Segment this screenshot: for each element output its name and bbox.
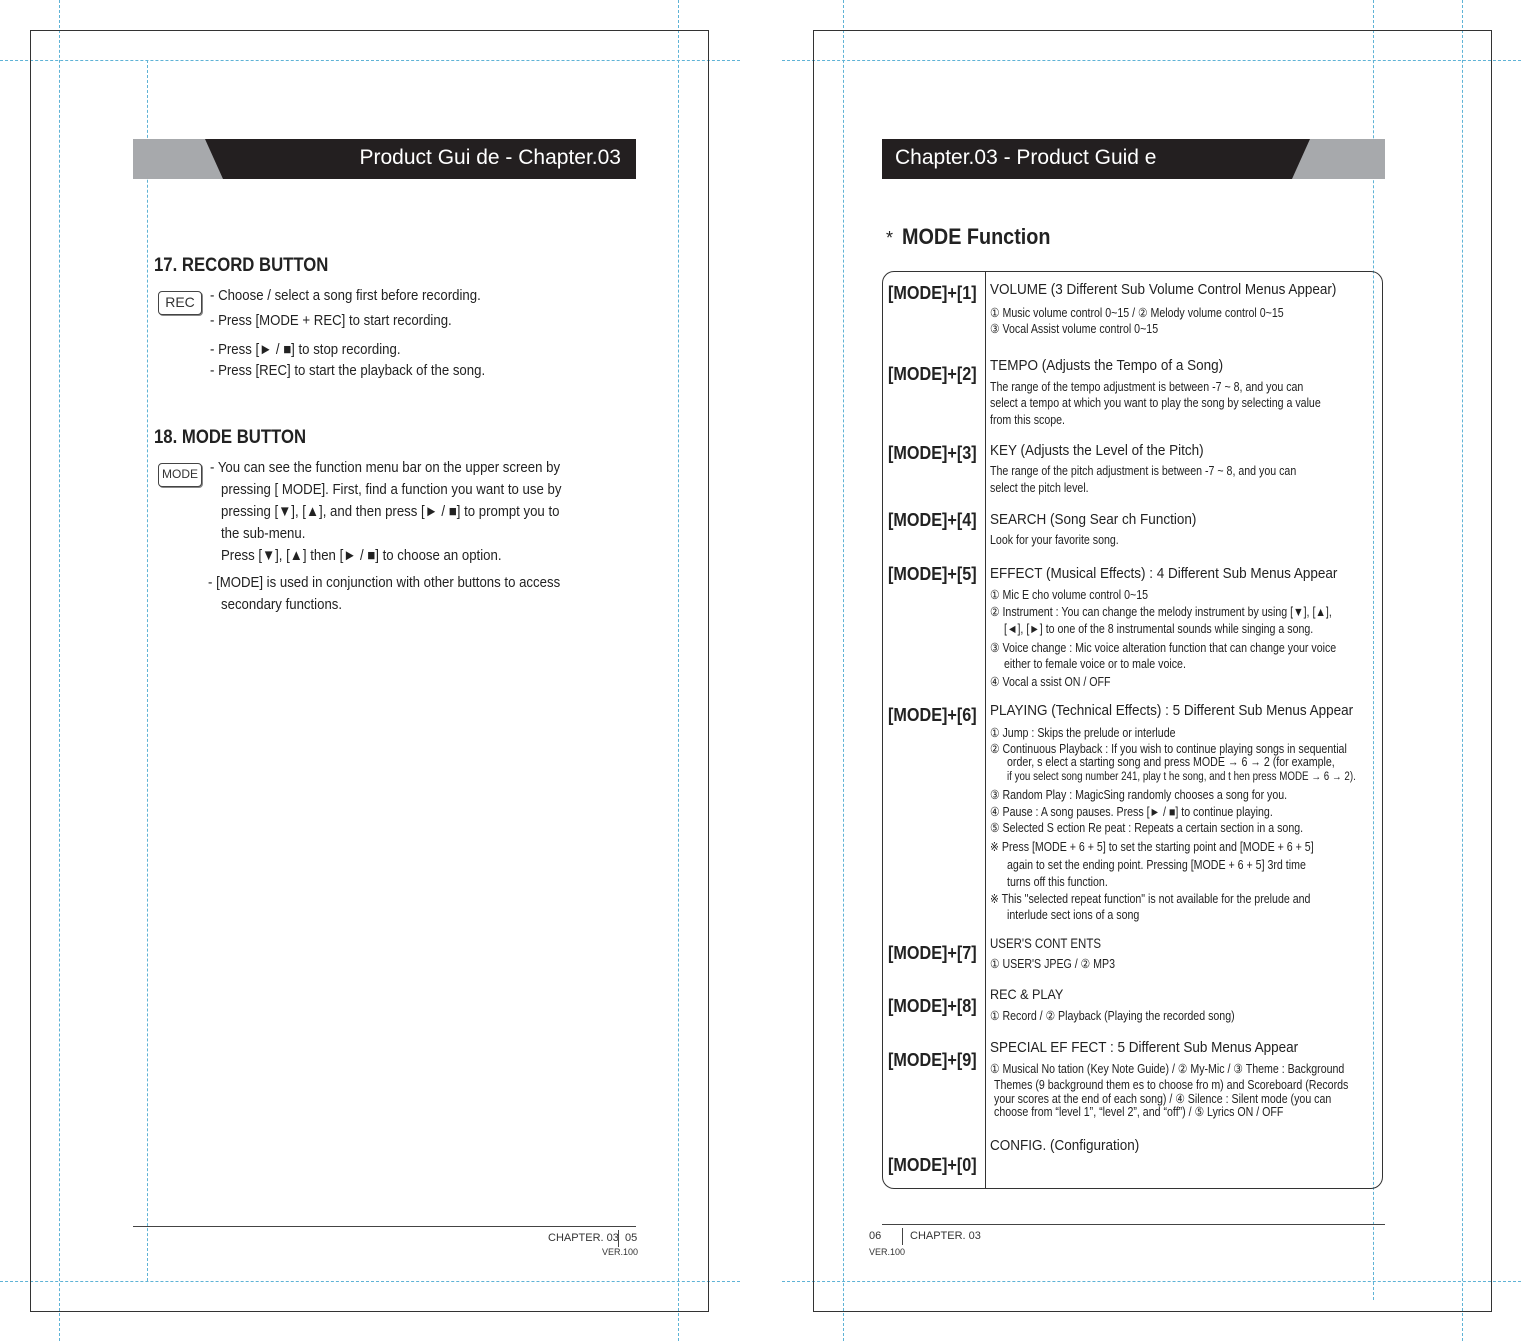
right-header <box>882 139 1385 179</box>
mode-1-detail: ③ Vocal Assist volume control 0~15 <box>990 322 1159 336</box>
mode-desc-line: Press [▼], [▲] then [► / ■] to choose an option. <box>221 547 502 564</box>
mode-desc-line: pressing [▼], [▲], and then press [► / ■] to prompt you to <box>221 503 560 520</box>
mode-key-8: [MODE]+[8] <box>888 996 977 1016</box>
mode-heading-marker: * <box>886 228 894 248</box>
mode-8-detail: ① Record / ② Playback (Playing the recorded song) <box>990 1009 1235 1023</box>
mode-0-title: CONFIG. (Configuration) <box>990 1137 1140 1154</box>
mode-9-title: SPECIAL EF FECT : 5 Different Sub Menus Appear <box>990 1039 1299 1056</box>
mode-2-detail: select a tempo at which you want to play the song by selecting a value <box>990 396 1321 410</box>
mode-6-detail: turns off this function. <box>1007 875 1108 889</box>
table-column-divider <box>985 272 986 1188</box>
mode-key-2: [MODE]+[2] <box>888 364 977 384</box>
section-18-heading: 18. MODE BUTTON <box>154 427 307 448</box>
right-footer-rule <box>882 1224 1385 1225</box>
rec-button-icon: REC <box>158 291 202 315</box>
mode-6-detail: ※ This "selected repeat function" is not available for the prelude and <box>990 892 1311 906</box>
left-footer-rule <box>133 1226 636 1227</box>
footer-divider <box>618 1230 619 1247</box>
mode-6-detail: interlude sect ions of a song <box>1007 908 1140 922</box>
mode-9-detail: ① Musical No tation (Key Note Guide) / ② My-Mic / ③ Theme : Background <box>990 1062 1345 1076</box>
mode-6-detail: ② Continuous Playback : If you wish to continue playing songs in sequential <box>990 742 1347 756</box>
mode-5-detail: ③ Voice change : Mic voice alteration function that can change your voice <box>990 641 1337 655</box>
mode-function-heading: MODE Function <box>902 224 1051 249</box>
record-step-4: - Press [REC] to start the playback of the song. <box>210 362 486 379</box>
mode-desc-line: - You can see the function menu bar on the upper screen by <box>210 459 561 476</box>
left-header <box>133 139 636 179</box>
mode-7-title: USER'S CONT ENTS <box>990 936 1102 951</box>
mode-6-detail: order, s elect a starting song and press MODE → 6 → 2 (for example, <box>1007 755 1335 769</box>
mode-8-title: REC & PLAY <box>990 986 1064 1002</box>
mode-key-3: [MODE]+[3] <box>888 443 977 463</box>
mode-button-icon: MODE <box>158 463 202 487</box>
right-header-title: Chapter.03 - Product Guid e <box>895 146 1157 169</box>
section-17-heading: 17. RECORD BUTTON <box>154 255 329 276</box>
mode-key-1: [MODE]+[1] <box>888 283 977 303</box>
mode-1-detail: ① Music volume control 0~15 / ② Melody volume control 0~15 <box>990 306 1284 320</box>
mode-6-detail: ① Jump : Skips the prelude or interlude <box>990 726 1176 740</box>
mode-1-title: VOLUME (3 Different Sub Volume Control Menus Appear) <box>990 281 1337 298</box>
mode-key-4: [MODE]+[4] <box>888 510 977 530</box>
mode-6-detail: if you select song number 241, play t he song, and t hen press MODE → 6 → 2). <box>1007 771 1356 783</box>
mode-5-detail: either to female voice or to male voice. <box>1004 657 1186 671</box>
mode-3-title: KEY (Adjusts the Level of the Pitch) <box>990 442 1204 459</box>
mode-desc-line: pressing [ MODE]. First, find a function you want to use by <box>221 481 562 498</box>
right-footer-page-number: 06 <box>869 1230 882 1242</box>
mode-6-detail: ③ Random Play : MagicSing randomly chooses a song for you. <box>990 788 1288 802</box>
mode-9-detail: your scores at the end of each song) / ④ Silence : Silent mode (you can <box>994 1092 1332 1106</box>
mode-3-detail: The range of the pitch adjustment is between -7 ~ 8, and you can <box>990 464 1297 478</box>
mode-key-0: [MODE]+[0] <box>888 1155 977 1175</box>
record-step-2: - Press [MODE + REC] to start recording. <box>210 312 452 329</box>
mode-7-detail: ① USER'S JPEG / ② MP3 <box>990 957 1116 971</box>
mode-key-6: [MODE]+[6] <box>888 705 977 725</box>
mode-5-detail: ② Instrument : You can change the melody instrument by using [▼], [▲], <box>990 605 1332 619</box>
mode-2-title: TEMPO (Adjusts the Tempo of a Song) <box>990 357 1224 374</box>
right-footer-chapter: CHAPTER. 03 <box>910 1230 981 1242</box>
mode-9-detail: choose from “level 1”, “level 2”, and “off”) / ⑤ Lyrics ON / OFF <box>994 1105 1284 1119</box>
mode-2-detail: from this scope. <box>990 413 1065 427</box>
mode-6-detail: ④ Pause : A song pauses. Press [► / ■] to continue playing. <box>990 805 1273 819</box>
left-footer-page-number: 05 <box>625 1232 638 1244</box>
mode-5-detail: [◄], [►] to one of the 8 instrumental sounds while singing a song. <box>1004 622 1314 636</box>
left-footer-chapter: CHAPTER. 03 <box>548 1232 619 1244</box>
mode-key-9: [MODE]+[9] <box>888 1050 977 1070</box>
mode-6-title: PLAYING (Technical Effects) : 5 Different Sub Menus Appear <box>990 702 1354 719</box>
mode-5-detail: ④ Vocal a ssist ON / OFF <box>990 675 1111 689</box>
mode-3-detail: select the pitch level. <box>990 481 1089 495</box>
mode-4-detail: Look for your favorite song. <box>990 533 1119 547</box>
left-page-frame <box>30 30 709 1312</box>
left-footer-version: VER.100 <box>602 1247 639 1257</box>
mode-key-5: [MODE]+[5] <box>888 564 977 584</box>
left-header-title: Product Gui de - Chapter.03 <box>359 146 621 169</box>
mode-desc-line: secondary functions. <box>221 596 343 613</box>
record-step-1: - Choose / select a song first before recording. <box>210 287 481 304</box>
mode-4-title: SEARCH (Song Sear ch Function) <box>990 511 1197 528</box>
record-step-3: - Press [► / ■] to stop recording. <box>210 341 401 358</box>
mode-5-title: EFFECT (Musical Effects) : 4 Different Sub Menus Appear <box>990 565 1338 582</box>
mode-desc-line: - [MODE] is used in conjunction with other buttons to access <box>208 574 561 591</box>
footer-divider <box>902 1228 903 1245</box>
mode-6-detail: ⑤ Selected S ection Re peat : Repeats a certain section in a song. <box>990 821 1304 835</box>
right-footer-version: VER.100 <box>869 1247 906 1257</box>
mode-6-detail: ※ Press [MODE + 6 + 5] to set the starting point and [MODE + 6 + 5] <box>990 840 1314 854</box>
mode-key-7: [MODE]+[7] <box>888 943 977 963</box>
mode-9-detail: Themes (9 background them es to choose fro m) and Scoreboard (Records <box>994 1078 1349 1092</box>
mode-desc-line: the sub-menu. <box>221 525 306 542</box>
mode-6-detail: again to set the ending point. Pressing [MODE + 6 + 5] 3rd time <box>1007 858 1306 872</box>
mode-2-detail: The range of the tempo adjustment is between -7 ~ 8, and you can <box>990 380 1304 394</box>
mode-5-detail: ① Mic E cho volume control 0~15 <box>990 588 1149 602</box>
